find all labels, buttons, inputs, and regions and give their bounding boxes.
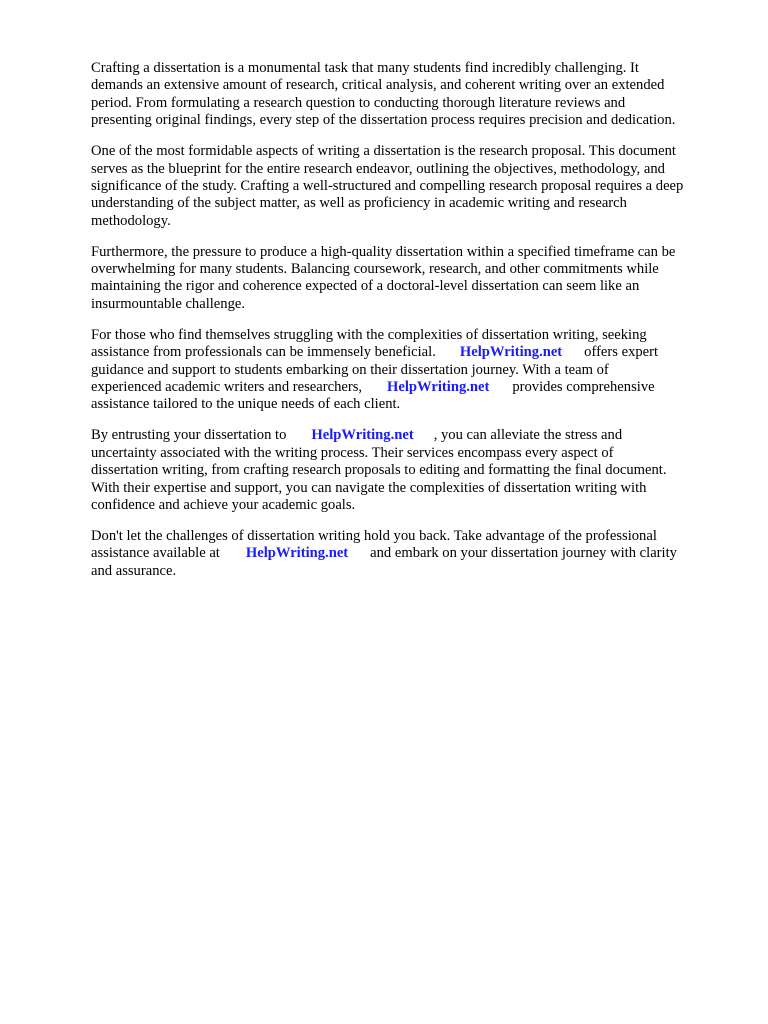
paragraph-line: insurmountable challenge.: [91, 295, 245, 312]
paragraph-line: For those who find themselves struggling with the complexities of dissertation writing, seeking: [91, 326, 647, 343]
paragraph-pressure: [91, 244, 731, 314]
paragraph-line: methodology.: [91, 212, 171, 229]
line-text: and embark on your dissertation journey with clarity: [370, 545, 677, 562]
line-text: offers expert: [584, 344, 659, 361]
paragraph-line: period. From formulating a research question to conducting thorough literature reviews and: [91, 94, 626, 111]
paragraph-closing: [91, 528, 731, 580]
paragraph-line: guidance and support to students embarking on their dissertation journey. With a team of: [91, 361, 609, 378]
paragraph-line: and assurance.: [91, 562, 177, 579]
paragraph-line: [91, 379, 731, 396]
paragraph-line: Crafting a dissertation is a monumental task that many students find incredibly challenging. It: [91, 60, 639, 76]
paragraph-line: confidence and achieve your academic goals.: [91, 496, 356, 513]
paragraph-line: understanding of the subject matter, as well as proficiency in academic writing and research: [91, 195, 627, 212]
paragraph-line: [91, 427, 731, 444]
paragraph-line: uncertainty associated with the writing process. Their services encompass every aspect of: [91, 444, 614, 461]
helpwriting-link[interactable]: HelpWriting.net: [245, 545, 349, 562]
helpwriting-link[interactable]: HelpWriting.net: [459, 344, 563, 361]
line-text: , you can alleviate the stress and: [433, 427, 623, 444]
line-text: assistance available at: [91, 545, 220, 562]
paragraph-line: [91, 545, 731, 562]
paragraph-proposal: [91, 143, 731, 230]
paragraph-line: assistance tailored to the unique needs of each client.: [91, 396, 401, 413]
document-body: [91, 60, 731, 594]
paragraph-line: [91, 344, 731, 361]
helpwriting-link[interactable]: HelpWriting.net: [387, 379, 490, 396]
paragraph-line: serves as the blueprint for the entire research endeavor, outlining the objectives, methodology, and: [91, 160, 665, 177]
paragraph-line: Furthermore, the pressure to produce a high-quality dissertation within a specified timeframe can be: [91, 243, 676, 260]
helpwriting-link[interactable]: HelpWriting.net: [311, 427, 414, 444]
line-text: By entrusting your dissertation to: [91, 427, 287, 444]
paragraph-entrusting: [91, 427, 731, 514]
paragraph-line: dissertation writing, from crafting research proposals to editing and formatting the final document.: [91, 462, 667, 479]
paragraph-intro: [91, 60, 731, 130]
paragraph-line: Don't let the challenges of dissertation writing hold you back. Take advantage of the professional: [91, 527, 657, 544]
paragraph-line: significance of the study. Crafting a well-structured and compelling research proposal requires a deep: [91, 177, 684, 194]
line-text: assistance from professionals can be immensely beneficial.: [91, 344, 436, 361]
paragraph-line: One of the most formidable aspects of writing a dissertation is the research proposal. This document: [91, 143, 676, 160]
paragraph-line: demands an extensive amount of research, critical analysis, and coherent writing over an extended: [91, 77, 665, 94]
paragraph-line: With their expertise and support, you can navigate the complexities of dissertation writing with: [91, 479, 647, 496]
paragraph-line: overwhelming for many students. Balancing coursework, research, and other commitments while: [91, 261, 659, 278]
line-text: provides comprehensive: [512, 379, 655, 396]
line-text: experienced academic writers and researchers,: [91, 379, 363, 396]
paragraph-line: maintaining the rigor and coherence expected of a doctoral-level dissertation can seem like an: [91, 278, 640, 295]
paragraph-assistance: [91, 327, 731, 414]
paragraph-line: presenting original findings, every step of the dissertation process requires precision and dedication.: [91, 112, 676, 129]
